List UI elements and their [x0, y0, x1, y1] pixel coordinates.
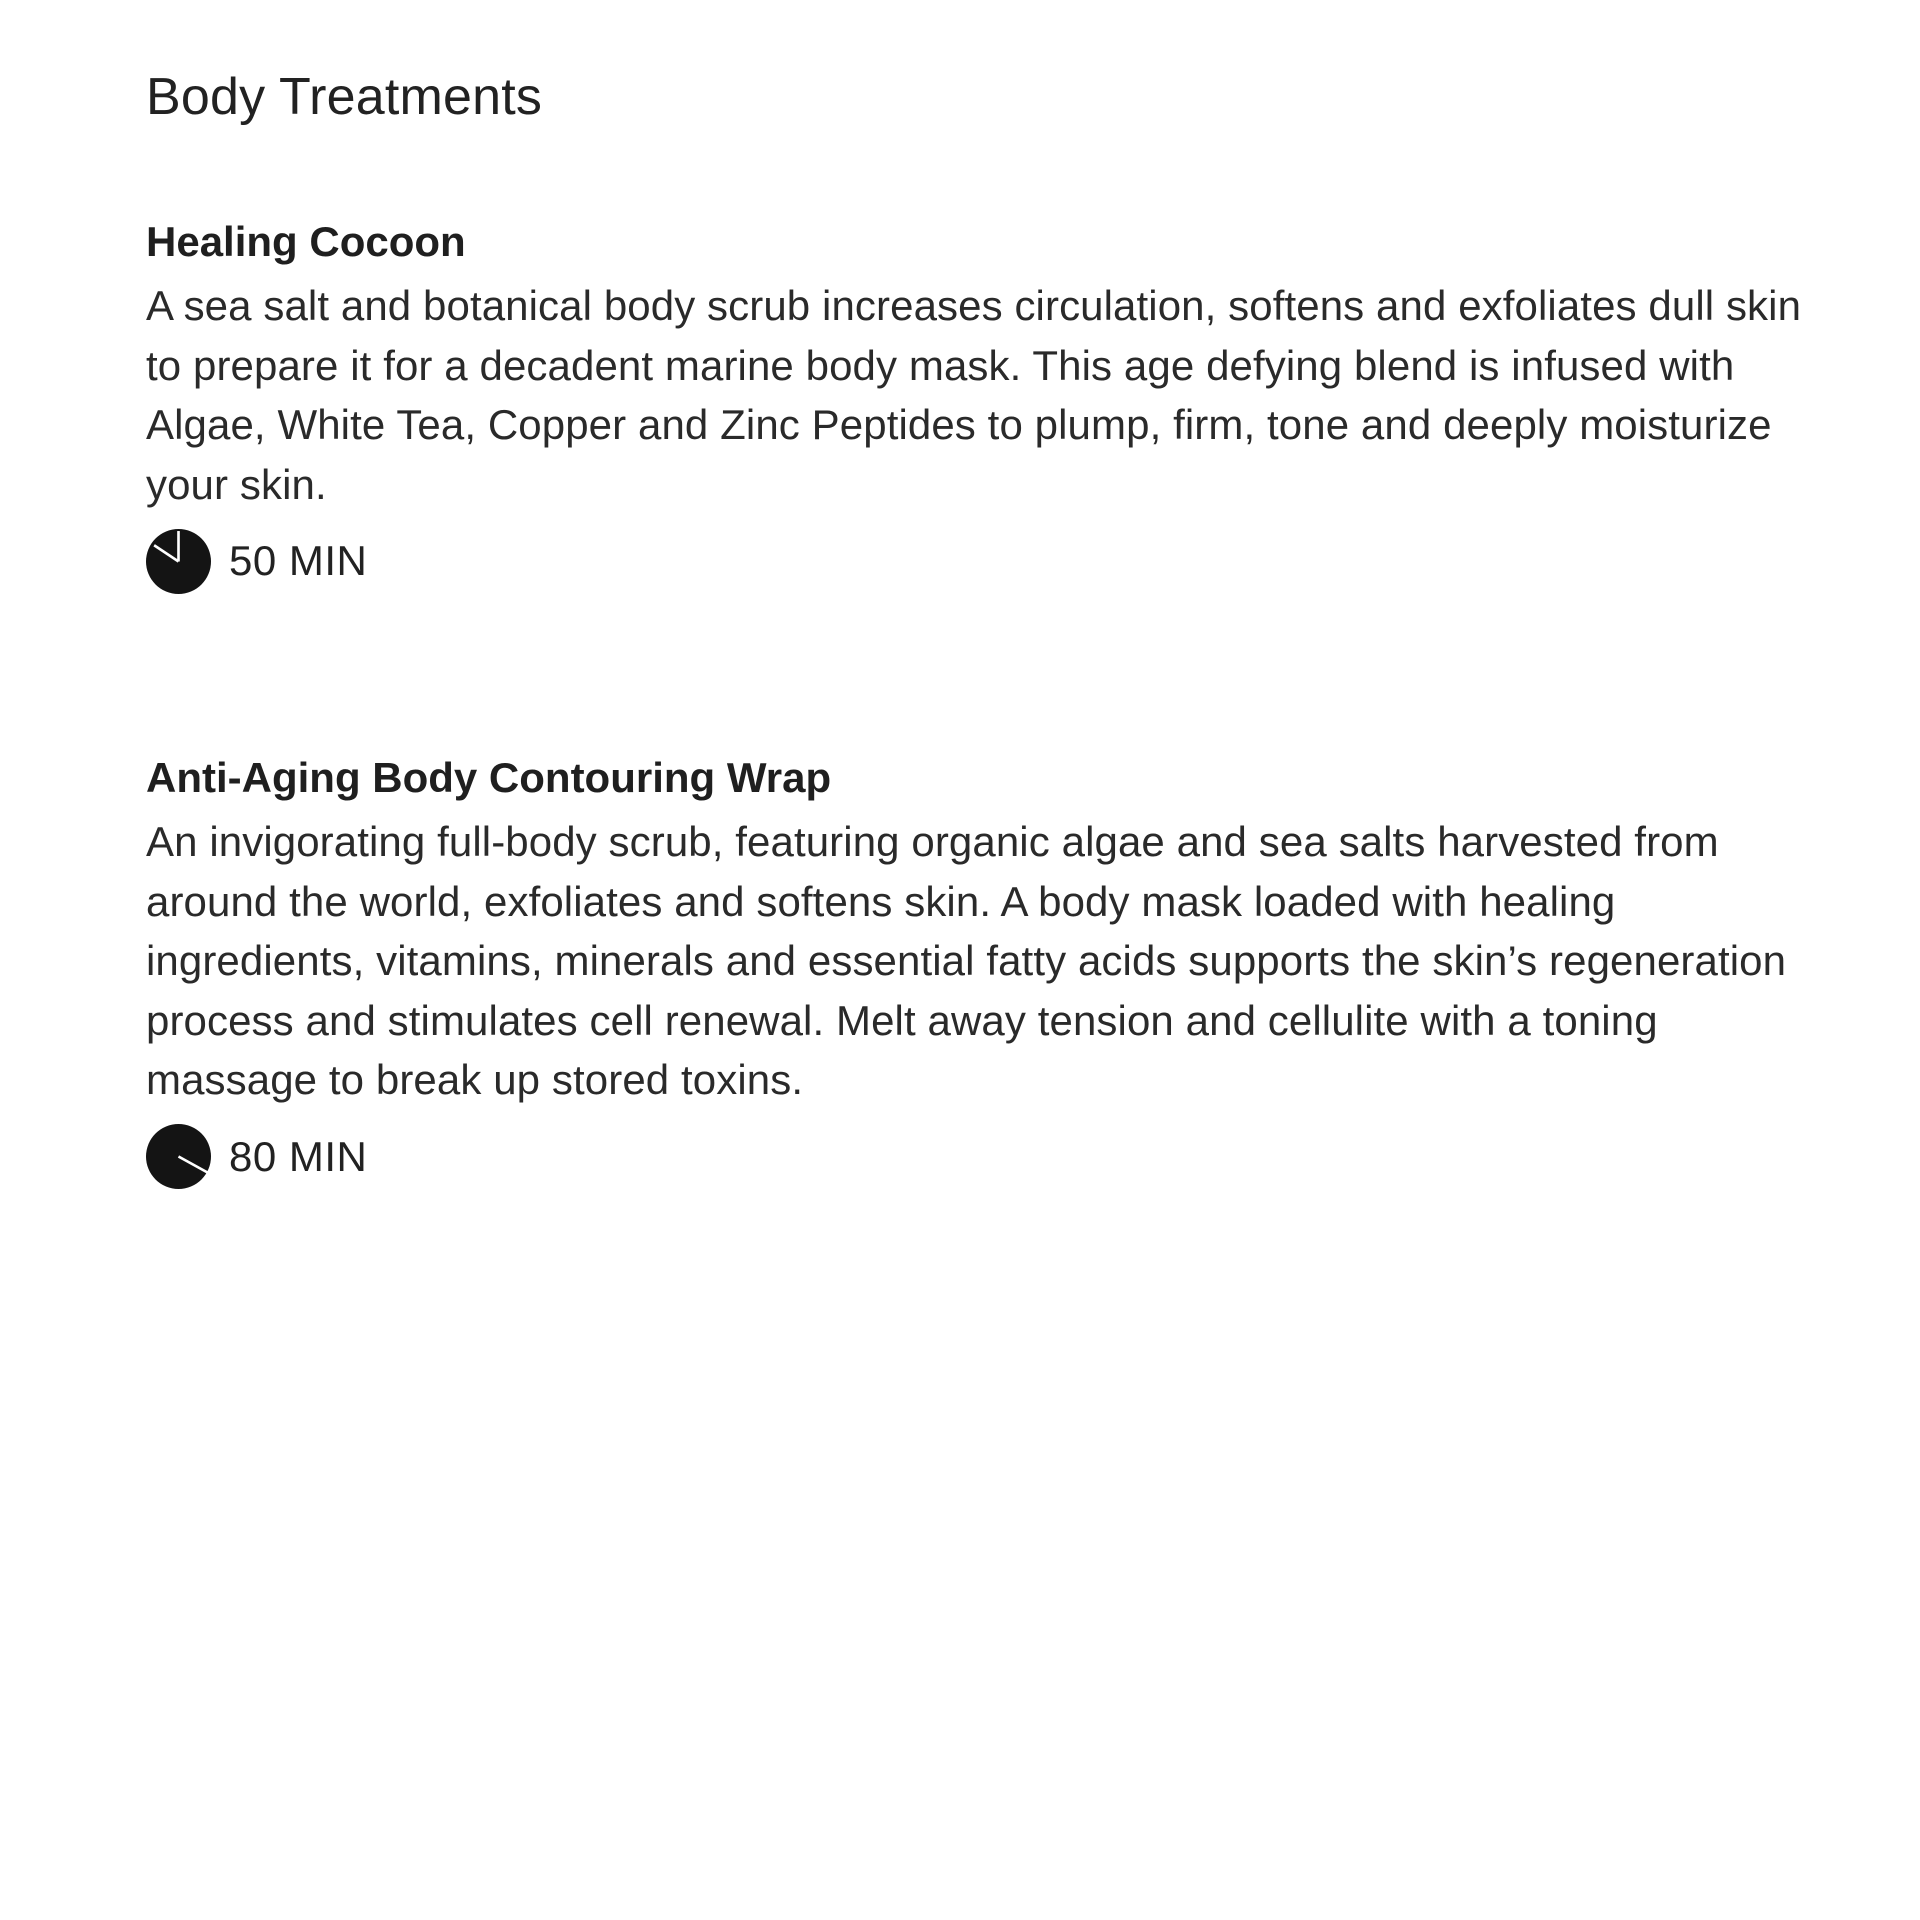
treatment-duration	[146, 1124, 1806, 1190]
page-title: Body Treatments	[146, 68, 543, 126]
duration-label: 50 MIN	[229, 537, 368, 584]
treatment-name: Healing Cocoon	[146, 218, 466, 265]
clock-icon	[146, 1124, 211, 1189]
treatment-description: An invigorating full-body scrub, featuring organic algae and sea salts harvested from around the world, exfoliates and softens skin. A body mask loaded with healing ingredients, vitamins, minerals and essential fatty acids supports the skin’s regeneration process and stimulates cell renewal. Melt away tension and cellulite with a toning massage to break up stored toxins.	[146, 818, 1787, 1103]
treatment-name: Anti-Aging Body Contouring Wrap	[146, 754, 832, 801]
treatment-healing-cocoon	[146, 214, 1806, 594]
treatment-description: A sea salt and botanical body scrub increases circulation, softens and exfoliates dull skin to prepare it for a decadent marine body mask. This age defying blend is infused with Algae, White Tea, Copper and Zinc Peptides to plump, firm, tone and deeply moisturize your skin.	[146, 282, 1802, 508]
duration-label: 80 MIN	[229, 1132, 368, 1180]
treatment-body-contouring-wrap	[146, 750, 1806, 1190]
clock-icon	[146, 529, 211, 594]
treatment-duration	[146, 528, 1806, 594]
